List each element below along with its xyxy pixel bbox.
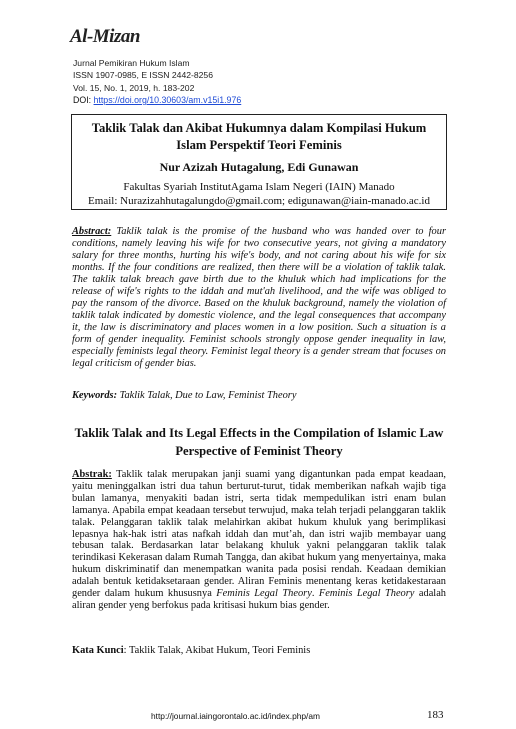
page-number: 183 bbox=[427, 709, 444, 721]
abstrak-text-3: adalah aliran gender yeng berfokus pada kritisasi hukum bias gender. bbox=[72, 588, 447, 611]
doi-link[interactable]: https://doi.org/10.30603/am.v15i1.976 bbox=[93, 95, 242, 105]
author-affiliation: Fakultas Syariah InstitutAgama Islam Negeri (IAIN) Manado bbox=[123, 181, 395, 193]
abstrak-italic-2: Feminis Legal Theory bbox=[318, 588, 415, 600]
abstract-text: Taklik talak is the promise of the husband who was handed over to four conditions, namely leaving his wife for two consecutive years, not giving a mandatory salary for three months, hurting his wife's body, and not caring about his wife for six months. If the four conditions are realized, then there will be a violation of taklik talak. The taklik talak breach gave birth due to the khuluk which had implications for the release of wife's rights to the iddah and mut'ah livelihood, and the wife was obliged to pay the ransom of the divorce. Based on the khuluk background, namely the violation of taklik talak indicated by domestic violence, and the legal consequences that accompany it, the law is discriminatory and places women in a low position. Such a situation is a form of gender inequality. Feminist schools strongly oppose gender inequality in law, especially feminists legal theory. Feminist legal theory is a gender stream that focuses on legal criticism of gender bias. bbox=[72, 226, 446, 369]
article-header-box bbox=[71, 114, 447, 210]
doi-label: DOI: bbox=[73, 95, 94, 105]
keywords-indonesian bbox=[72, 645, 310, 656]
keywords-english bbox=[72, 390, 296, 401]
article-authors: Nur Azizah Hutagalung, Edi Gunawan bbox=[159, 160, 359, 174]
abstrak-italic-1: Feminis Legal Theory bbox=[216, 588, 312, 600]
abstract-indonesian bbox=[72, 469, 446, 612]
article-title-indonesian: Taklik Talak dan Akibat Hukumnya dalam Kompilasi Hukum Islam Perspektif Teori Feminis bbox=[91, 121, 427, 152]
abstract-label: Abstract: bbox=[72, 226, 112, 237]
footer-url[interactable]: http://journal.iaingorontalo.ac.id/index.php/am bbox=[151, 711, 321, 721]
kata-kunci-label: Kata Kunci bbox=[72, 645, 124, 656]
abstrak-label: Abstrak: bbox=[72, 469, 112, 480]
article-title-english: Taklik Talak and Its Legal Effects in the Compilation of Islamic Law Perspective of Feminist Theory bbox=[74, 426, 444, 458]
journal-logo: Al-Mizan bbox=[70, 26, 140, 47]
author-email: Email: Nurazizahhutagalungdo@gmail.com; edigunawan@iain-manado.ac.id bbox=[88, 195, 430, 207]
kata-kunci-text: : Taklik Talak, Akibat Hukum, Teori Feminis bbox=[123, 645, 311, 656]
keywords-text: Taklik Talak, Due to Law, Feminist Theory bbox=[117, 390, 297, 401]
abstract-english bbox=[72, 226, 446, 370]
journal-volume: Vol. 15, No. 1, 2019, h. 183-202 bbox=[73, 83, 195, 93]
abstrak-text-2: . bbox=[311, 588, 319, 600]
keywords-label: Keywords: bbox=[72, 390, 118, 401]
journal-issn: ISSN 1907-0985, E ISSN 2442-8256 bbox=[73, 70, 213, 80]
journal-subtitle: Jurnal Pemikiran Hukum Islam bbox=[73, 58, 190, 68]
doi-line bbox=[73, 95, 241, 105]
abstrak-text-1: Taklik talak merupakan janji suami yang digantunkan pada empat keadaan, yaitu meninggalkan istri dua tahun berturut-turut, tidak memberikan nafkah wajib tiga bulan lamanya, menyakiti badan istri, serta tidak mempedulikan istri enam bulan lamanya. Apabila empat keadaan tersebut terwujud, maka telah terjadi pelanggaran taklik talak. Pelanggaran taklik talak melahirkan akibat hukum khuluk yang berimplikasi lepasnya hak-hak istri atas nafkah iddah dan mut’ah, dan istri wajib membayar uang tebusan talak. Berdasarkan latar belakang khuluk yakni pelanggaran taklik talak terindikasi Kekerasan dalam Rumah Tangga, dan akibat hukum yang menyertainya, maka hukum diskriminatif dan menempatkan wanita pada posisi rendah. Keadaan demikian adalah bentuk ketidaksetaraan gender. Aliran Feminis menentang keras ketidakestaraan gender dalam hukum khususnya bbox=[72, 469, 446, 600]
